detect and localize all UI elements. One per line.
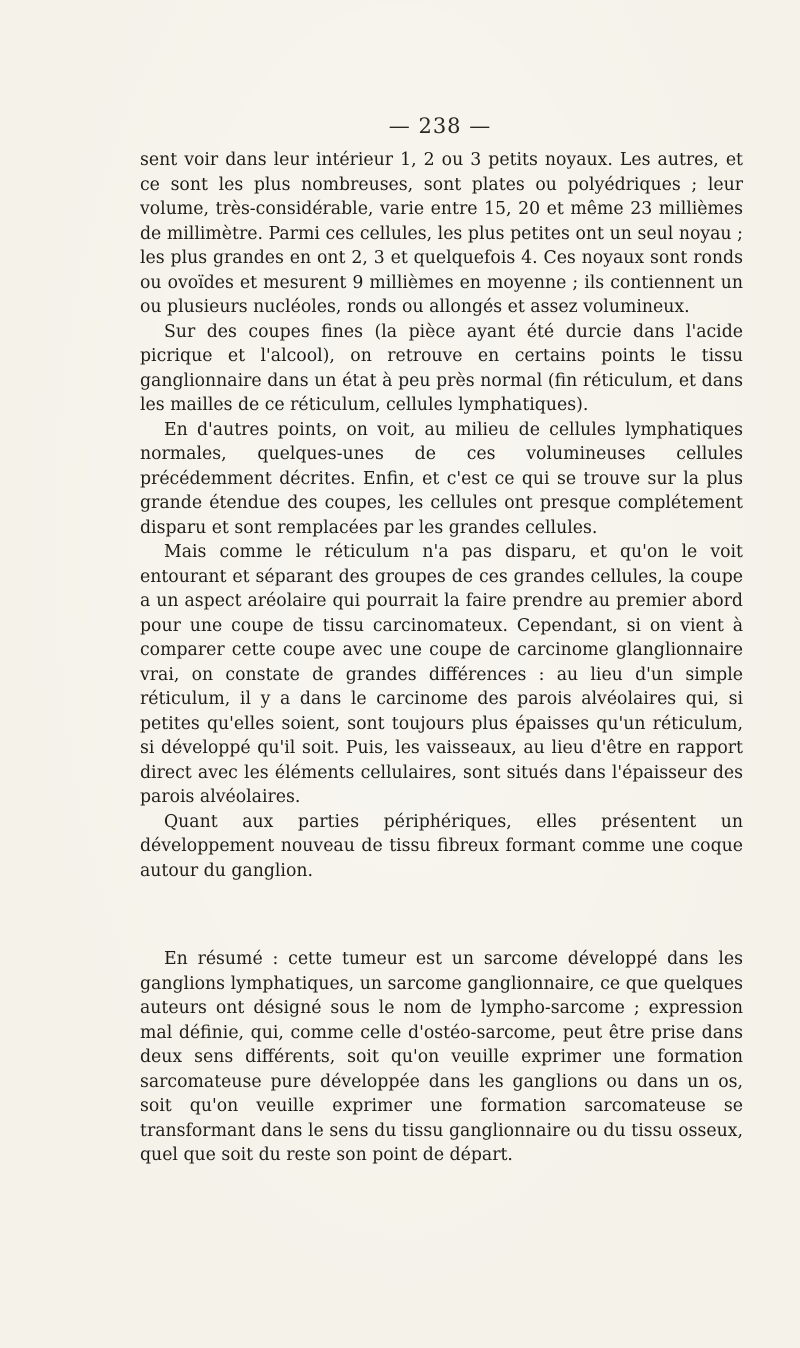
page-number: — 238 —: [388, 114, 492, 138]
summary-text: [140, 947, 743, 1168]
paragraph: En d'autres points, on voit, au milieu de cellules lymphatiques normales, quelques-unes de ces volumineuses cellules précédemment décrites. Enfin, et c'est ce qui se trouve sur la plus grande étendue des coupes, les cellules ont presque complétement disparu et sont remplacées par les grandes cellules.: [140, 419, 743, 538]
paragraph: Quant aux parties périphériques, elles présentent un développement nouveau de tissu fibreux formant comme une coque autour du ganglion.: [140, 811, 743, 881]
body-text: [140, 148, 743, 883]
paragraph: sent voir dans leur intérieur 1, 2 ou 3 petits noyaux. Les autres, et ce sont les plus nombreuses, sont plates ou polyédriques ; leur volume, très-considérable, varie entre 15, 20 et même 23 millièmes de millimètre. Parmi ces cellules, les plus petites ont un seul noyau ; les plus grandes en ont 2, 3 et quelquefois 4. Ces noyaux sont ronds ou ovoïdes et mesurent 9 millièmes en moyenne ; ils contiennent un ou plusieurs nucléoles, ronds ou allongés et assez volumineux.: [140, 150, 743, 317]
paragraph: Mais comme le réticulum n'a pas disparu, et qu'on le voit entourant et séparant des groupes de ces grandes cellules, la coupe a un aspect aréolaire qui pourrait la faire prendre au premier abord pour une coupe de tissu carcinomateux. Cependant, si on vient à comparer cette coupe avec une coupe de carcinome glanglionnaire vrai, on constate de grandes différences : au lieu d'un simple réticulum, il y a dans le carcinome des parois alvéolaires qui, si petites qu'elles soient, sont toujours plus épaisses qu'un réticulum, si développé qu'il soit. Puis, les vaisseaux, au lieu d'être en rapport direct avec les éléments cellulaires, sont situés dans l'épaisseur des parois alvéolaires.: [140, 542, 743, 807]
summary-paragraph: En résumé : cette tumeur est un sarcome développé dans les ganglions lymphatiques, un sarcome ganglionnaire, ce que quelques auteurs ont désigné sous le nom de lympho-sarcome ; expression mal définie, qui, comme celle d'ostéo-sarcome, peut être prise dans deux sens différents, soit qu'on veuille exprimer une formation sarcomateuse pure développée dans les ganglions ou dans un os, soit qu'on veuille exprimer une formation sarcomateuse se transformant dans le sens du tissu ganglionnaire ou du tissu osseux, quel que soit du reste son point de départ.: [140, 949, 743, 1165]
paragraph: Sur des coupes fines (la pièce ayant été durcie dans l'acide picrique et l'alcool), on retrouve en certains points le tissu ganglionnaire dans un état à peu près normal (fin réticulum, et dans les mailles de ce réticulum, cellules lymphatiques).: [140, 321, 743, 415]
